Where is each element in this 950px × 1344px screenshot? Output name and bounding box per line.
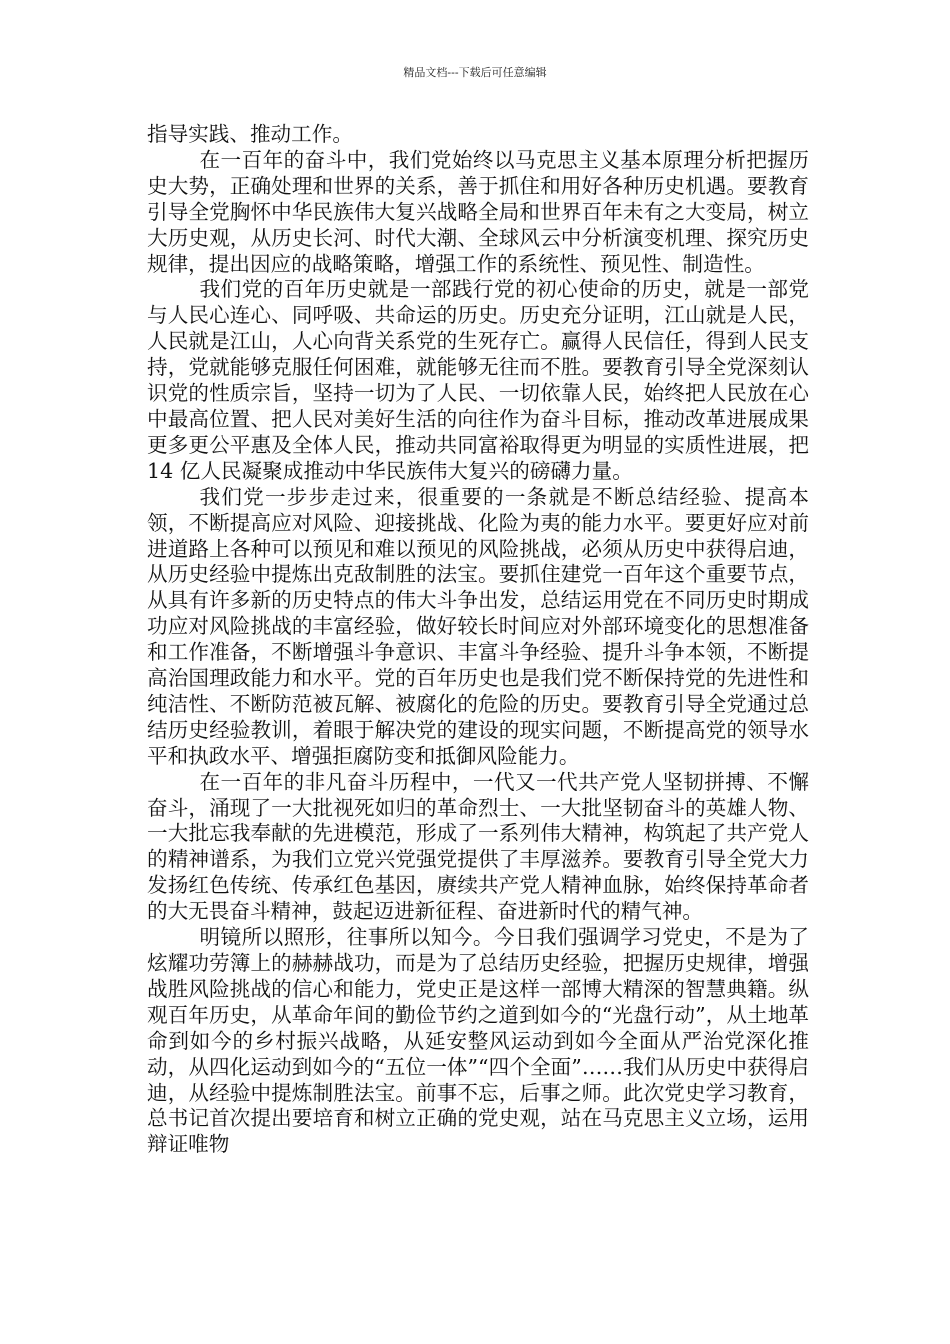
paragraph-6: 明镜所以照形，往事所以知今。今日我们强调学习党史，不是为了炫耀功劳簿上的赫赫战功，而是为了总结历史经验，把握历史规律，增强战胜风险挑战的信心和能力，党史正是这样一部博大精深的智慧典籍。纵观百年历史，从革命年间的勤俭节约之道到如今的“光盘行动”，从土地革命到如今的乡村振兴战略，从延安整风运动到如今全面从严治党深化推动，从四化运动到如今的“五位一体”“四个全面”……我们从历史中获得启迪，从经验中提炼制胜法宝。前事不忘，后事之师。此次党史学习教育，总书记首次提出要培育和树立正确的党史观，站在马克思主义立场，运用辩证唯物 [147,925,809,1157]
paragraph-1: 指导实践、推动工作。 [147,122,353,146]
paragraph-2: 在一百年的奋斗中，我们党始终以马克思主义基本原理分析把握历史大势，正确处理和世界的关系，善于抓住和用好各种历史机遇。要教育引导全党胸怀中华民族伟大复兴战略全局和世界百年未有之大变局，树立大历史观，从历史长河、时代大潮、全球风云中分析演变机理、探究历史规律，提出因应的战略策略，增强工作的系统性、预见性、制造性。 [147,147,809,276]
paragraph-5: 在一百年的非凡奋斗历程中，一代又一代共产党人坚韧拼搏、不懈奋斗，涌现了一大批视死如归的革命烈士、一大批坚韧奋斗的英雄人物、一大批忘我奉献的先进模范，形成了一系列伟大精神，构筑起了共产党人的精神谱系，为我们立党兴党强党提供了丰厚滋养。要教育引导全党大力发扬红色传统、传承红色基因，赓续共产党人精神血脉，始终保持革命者的大无畏奋斗精神，鼓起迈进新征程、奋进新时代的精气神。 [147,769,809,924]
page-header: 精品文档---下载后可任意编辑 [403,66,547,79]
document-body [147,122,809,1158]
paragraph-3: 我们党的百年历史就是一部践行党的初心使命的历史，就是一部党与人民心连心、同呼吸、共命运的历史。历史充分证明，江山就是人民，人民就是江山，人心向背关系党的生死存亡。赢得人民信任，得到人民支持，党就能够克服任何困难，就能够无往而不胜。要教育引导全党深刻认识党的性质宗旨，坚持一切为了人民、一切依靠人民，始终把人民放在心中最高位置、把人民对美好生活的向往作为奋斗目标，推动改革进展成果更多更公平惠及全体人民，推动共同富裕取得更为明显的实质性进展，把 14 亿人民凝聚成推动中华民族伟大复兴的磅礴力量。 [147,277,809,483]
paragraph-4: 我们党一步步走过来，很重要的一条就是不断总结经验、提高本领，不断提高应对风险、迎接挑战、化险为夷的能力水平。要更好应对前进道路上各种可以预见和难以预见的风险挑战，必须从历史中获得启迪，从历史经验中提炼出克敌制胜的法宝。要抓住建党一百年这个重要节点，从具有许多新的历史特点的伟大斗争出发，总结运用党在不同历史时期成功应对风险挑战的丰富经验，做好较长时间应对外部环境变化的思想准备和工作准备，不断增强斗争意识、丰富斗争经验、提升斗争本领，不断提高治国理政能力和水平。党的百年历史也是我们党不断保持党的先进性和纯洁性、不断防范被瓦解、被腐化的危险的历史。要教育引导全党通过总结历史经验教训，着眼于解决党的建设的现实问题，不断提高党的领导水平和执政水平、增强拒腐防变和抵御风险能力。 [147,484,809,768]
